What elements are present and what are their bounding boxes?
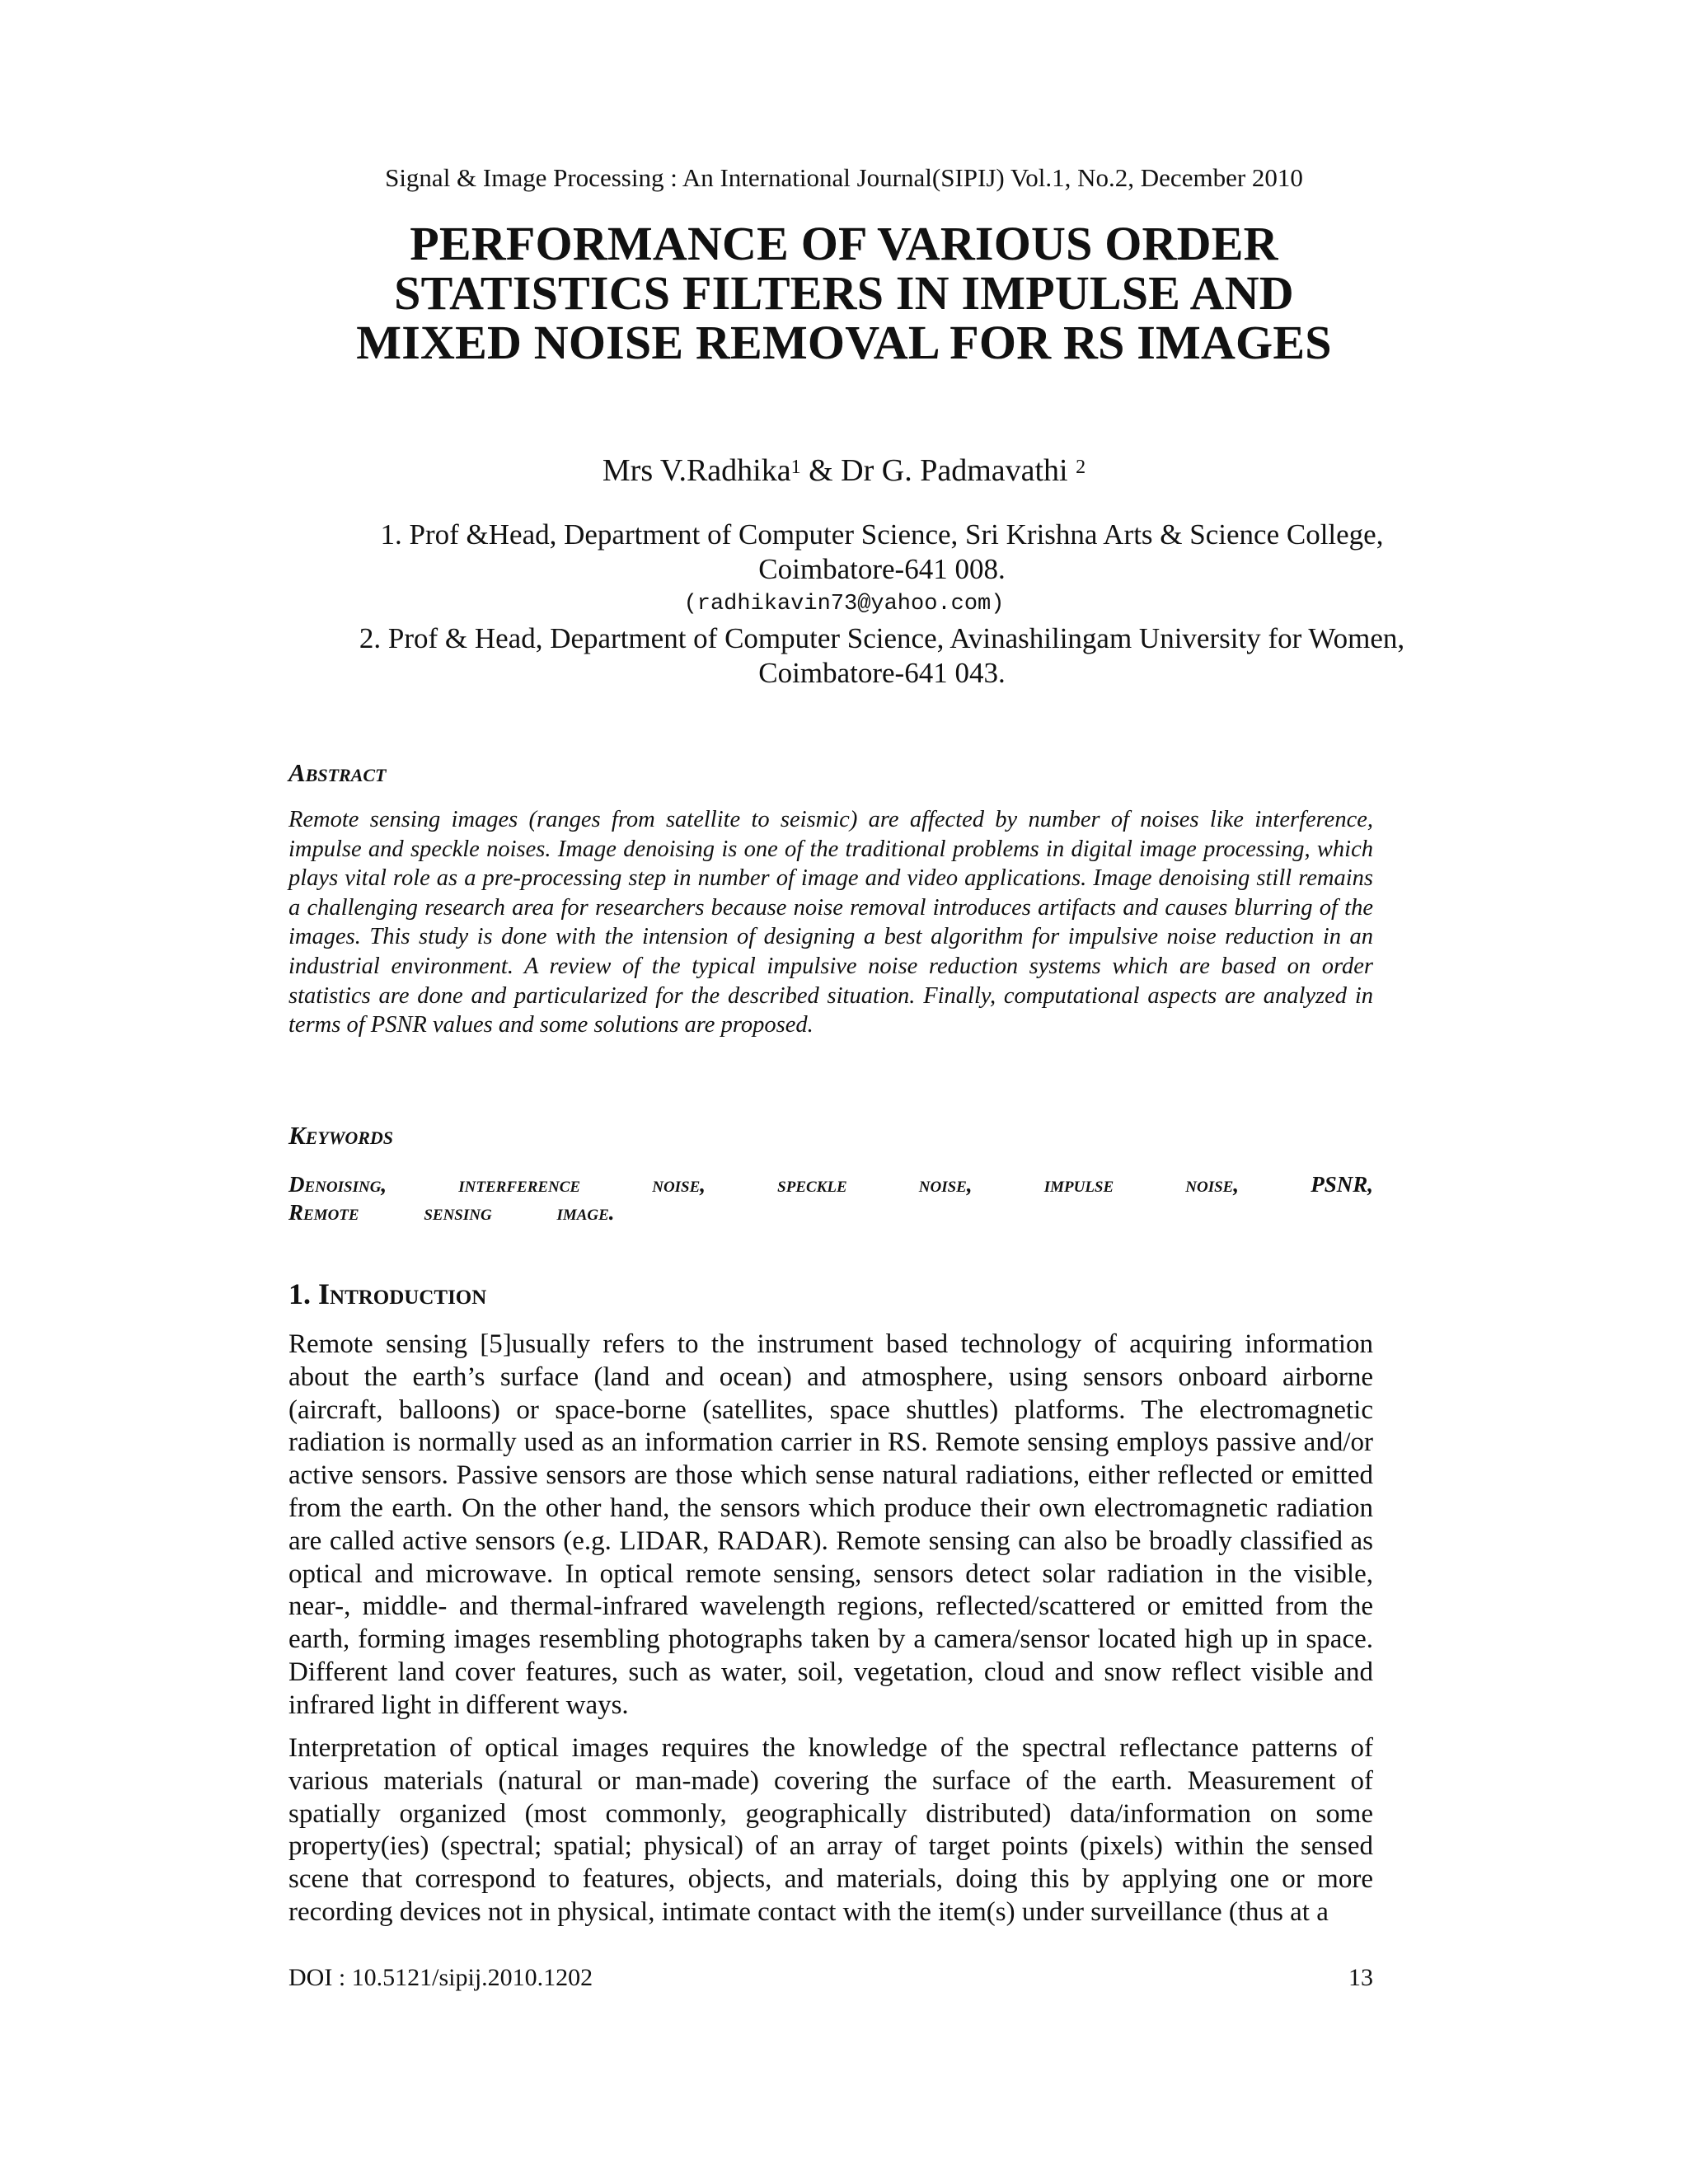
- title-line-2: STATISTICS FILTERS IN IMPULSE AND: [394, 266, 1294, 320]
- paper-title: [272, 219, 1416, 368]
- author-1-superscript: 1: [790, 457, 801, 478]
- author-joiner: &: [800, 453, 842, 488]
- title-line-3: MIXED NOISE REMOVAL FOR RS IMAGES: [356, 316, 1332, 369]
- author-email: (radhikavin73@yahoo.com): [683, 592, 1005, 616]
- introduction-heading: 1. Introduction: [288, 1277, 487, 1310]
- doi-link[interactable]: DOI : 10.5121/sipij.2010.1202: [288, 1964, 593, 1991]
- abstract-text: Remote sensing images (ranges from satellite to seismic) are affected by number of noises like interference, impulse and speckle noises. Image denoising is one of the traditional problems in digital image processing, which plays vital role as a pre-processing step in number of image and video applications. Image denoising still remains a challenging research area for researchers because noise removal introduces artifacts and causes blurring of the images. This study is done with the intension of designing a best algorithm for impulsive noise reduction in an industrial environment. A review of the typical impulsive noise reduction systems which are based on order statistics are done and particularized for the described situation. Finally, computational aspects are analyzed in terms of PSNR values and some solutions are proposed.: [288, 807, 1373, 1038]
- author-2-name: Dr G. Padmavathi: [841, 453, 1068, 488]
- affiliation-2: 2. Prof & Head, Department of Computer Science, Avinashilingam University for Women, Coimbatore-641 043.: [359, 622, 1405, 689]
- title-line-1: PERFORMANCE OF VARIOUS ORDER: [410, 217, 1278, 270]
- affiliation-1: 1. Prof &Head, Department of Computer Science, Sri Krishna Arts & Science College, Coimbatore-641 008.: [380, 518, 1384, 585]
- author-2-superscript: 2: [1076, 457, 1086, 478]
- author-line: [0, 450, 1688, 491]
- keywords-text: Denoising, interference noise, speckle noise, impulse noise, PSNR, Remote sensing image.: [288, 1172, 1373, 1225]
- abstract-heading: Abstract: [288, 758, 387, 787]
- author-1-name: Mrs V.Radhika: [602, 453, 791, 488]
- introduction-paragraph-1: Remote sensing [5]usually refers to the instrument based technology of acquiring information about the earth’s surface (land and ocean) and atmosphere, using sensors onboard airborne (aircraft, balloons) or space-borne (satellites, space shuttles) platforms. The electromagnetic radiation is normally used as an information carrier in RS. Remote sensing employs passive and/or active sensors. Passive sensors are those which sense natural radiations, either reflected or emitted from the earth. On the other hand, the sensors which produce their own electromagnetic radiation are called active sensors (e.g. LIDAR, RADAR). Remote sensing can also be broadly classified as optical and microwave. In optical remote sensing, sensors detect solar radiation in the visible, near-, middle- and thermal-infrared wavelength regions, reflected/scattered or emitted from the earth, forming images resembling photographs taken by a camera/sensor located high up in space. Different land cover features, such as water, soil, vegetation, cloud and snow reflect visible and infrared light in different ways.: [288, 1329, 1373, 1720]
- keywords-heading: Keywords: [288, 1121, 394, 1150]
- introduction-paragraph-2: Interpretation of optical images requires the knowledge of the spectral reflectance patterns of various materials (natural or man-made) covering the surface of the earth. Measurement of spatially organized (most commonly, geographically distributed) data/information on some property(ies) (spectral; spatial; physical) of an array of target points (pixels) within the sensed scene that correspond to features, objects, and materials, doing this by applying one or more recording devices not in physical, intimate contact with the item(s) under surveillance (thus at a: [288, 1733, 1373, 1927]
- running-head: Signal & Image Processing : An International Journal(SIPIJ) Vol.1, No.2, December 2010: [385, 163, 1303, 192]
- page-number: 13: [1348, 1964, 1373, 1991]
